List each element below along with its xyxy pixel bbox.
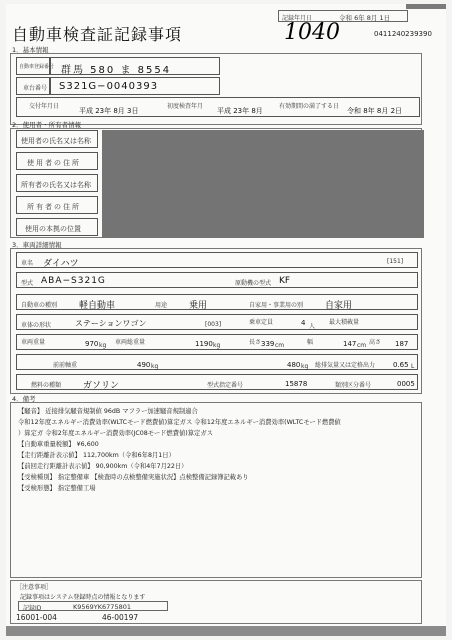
gross: 1190	[195, 340, 213, 348]
type-no: 15878	[285, 380, 308, 388]
weight-label: 車両重量	[21, 339, 46, 346]
note-1: 【騒音】 近接排気騒音規制値 96dB マフラー加速騒音規制適合	[18, 408, 198, 415]
fuel-label: 燃料の種類	[31, 382, 62, 389]
chassis-label: 車台番号	[23, 85, 48, 92]
maker-label: 車名	[21, 260, 34, 267]
type-no-label: 型式指定番号	[207, 382, 244, 389]
axle-row	[16, 354, 418, 370]
expiry-label: 有効期間の満了する日	[279, 103, 340, 110]
issue-date-row	[16, 97, 420, 117]
footer-redaction	[6, 626, 446, 636]
maker-code: [151]	[387, 258, 404, 265]
section3-heading: 3．車両詳細情報	[12, 241, 62, 249]
capacity-label: 乗車定員	[249, 319, 274, 326]
gross-label: 車両総重量	[115, 339, 146, 346]
displacement-label: 総排気量又は定格出力	[315, 362, 376, 369]
notice-label: ［注意事項］	[16, 584, 53, 591]
chassis-cell	[50, 77, 220, 95]
front-axle2-unit: kg	[151, 363, 159, 370]
rear-axle: 480	[287, 361, 301, 369]
record-id-box	[18, 601, 168, 611]
use-label: 用途	[155, 302, 168, 309]
note-2: 令和12年度エネルギー消費効率(WLTCモード燃費値)算定ガス 令和12年度エネルギー消費効率(WLTCモード燃費値	[18, 419, 341, 426]
maxload-label: 最大積載量	[329, 319, 360, 326]
reg-no-cell	[50, 57, 220, 75]
weight-row	[16, 334, 418, 350]
top-redaction	[406, 4, 446, 9]
height-label: 高さ	[369, 339, 382, 346]
handwritten-number: 1040	[284, 20, 340, 45]
use: 乗用	[189, 301, 208, 311]
rear-axle-unit: kg	[301, 363, 309, 370]
fuel: ガソリン	[83, 381, 120, 391]
record-date: 令和 6年 8月 1日	[339, 14, 391, 22]
height: 187	[395, 340, 409, 348]
engine: KF	[279, 276, 291, 286]
note-5: 【走行距離計表示値】 112,700km（令和6年8月1日）	[18, 452, 175, 459]
doc-number: 0411240239390	[374, 30, 432, 38]
length: 339	[261, 340, 275, 348]
body: ステーションワゴン	[75, 319, 147, 328]
private-label: 自家用・事業用の別	[249, 302, 304, 309]
displacement: 0.65	[393, 361, 409, 369]
body-label: 車体の形状	[21, 322, 52, 329]
note-4: 【自動車重量税額】 ¥6,600	[18, 441, 99, 448]
width-unit: cm	[357, 342, 367, 349]
section2-heading: 2．使用者・所有者情報	[12, 121, 82, 129]
type: 軽自動車	[79, 301, 116, 311]
note-8: 【受検形態】 指定整備工場	[18, 485, 96, 492]
capacity: 4	[301, 319, 306, 327]
maker-row	[16, 252, 418, 268]
record-id-label: 記録ID	[23, 605, 42, 612]
chassis-no: S321G−0040393	[59, 81, 159, 92]
front-axle-label: 前前軸重	[53, 362, 78, 369]
category-no-label: 類別区分番号	[335, 382, 372, 389]
note-7: 【受検種別】 指定整備車 【検査時の点検整備実施状況】点検整備記録簿記載あり	[18, 474, 249, 481]
category-no: 0005	[397, 380, 415, 388]
owner-label-1: 使用者の氏名又は名称	[16, 130, 98, 148]
owner-label-5: 使用の本拠の位置	[16, 218, 98, 236]
maker: ダイハツ	[43, 259, 79, 269]
owner-redaction	[102, 130, 424, 238]
fuel-row	[16, 374, 418, 390]
section1-heading: 1．基本情報	[12, 46, 49, 54]
length-unit: cm	[275, 342, 285, 349]
weight-unit: kg	[99, 342, 107, 349]
length-label: 長さ	[249, 339, 262, 346]
front-axle2: 490	[137, 361, 151, 369]
issue-date: 平成 23年 8月 3日	[79, 107, 139, 115]
expiry: 令和 8年 8月 2日	[347, 107, 403, 115]
model-label: 型式	[21, 280, 34, 287]
reg-no: 群馬 580 ま 8554	[61, 65, 172, 76]
issue-date-label: 交付年月日	[29, 103, 60, 110]
reg-no-label-cell	[16, 57, 55, 75]
weight: 970	[85, 340, 99, 348]
section4-heading: 4．備考	[12, 395, 36, 403]
owner-label-3: 所有者の氏名又は名称	[16, 174, 98, 192]
first-reg: 平成 23年 8月	[217, 107, 263, 115]
width: 147	[343, 340, 357, 348]
capacity-unit: 人	[309, 323, 316, 330]
model: ABA−S321G	[41, 276, 106, 286]
record-date-label: 記録年月日	[282, 15, 313, 22]
gross-unit: kg	[213, 342, 221, 349]
owner-label-4: 所有者の住所	[16, 196, 98, 214]
note-3: ）算定ガ 令和2年度エネルギー消費効率(JC08モード燃費値)算定ガス	[18, 430, 213, 437]
first-reg-label: 初度検査年月	[167, 103, 204, 110]
body-row	[16, 314, 418, 330]
footer-code-mid: 46-00197	[102, 613, 139, 622]
owner-label-2: 使用者の住所	[16, 152, 98, 170]
note-6: 【前回走行距離計表示値】 90,900km（令和4年7月22日）	[18, 463, 188, 470]
type-label: 自動車の種別	[21, 302, 58, 309]
document-title: 自動車検査証記録事項	[12, 25, 183, 44]
engine-label: 原動機の型式	[235, 280, 272, 287]
record-id: K9569YK6775801	[73, 603, 131, 611]
reg-no-label: 自動車登録番号	[19, 64, 55, 70]
private: 自家用	[325, 301, 353, 311]
footer-code-left: 16001-004	[16, 613, 57, 622]
displacement-unit: L	[411, 363, 415, 370]
body-code: [003]	[205, 321, 222, 328]
type-row	[16, 294, 418, 310]
width-label: 幅	[307, 339, 314, 346]
chassis-label-cell	[16, 77, 50, 95]
model-row	[16, 272, 418, 288]
notice-text: 記録事項はシステム登録時点の情報となります	[20, 594, 146, 601]
document-page	[6, 4, 446, 636]
